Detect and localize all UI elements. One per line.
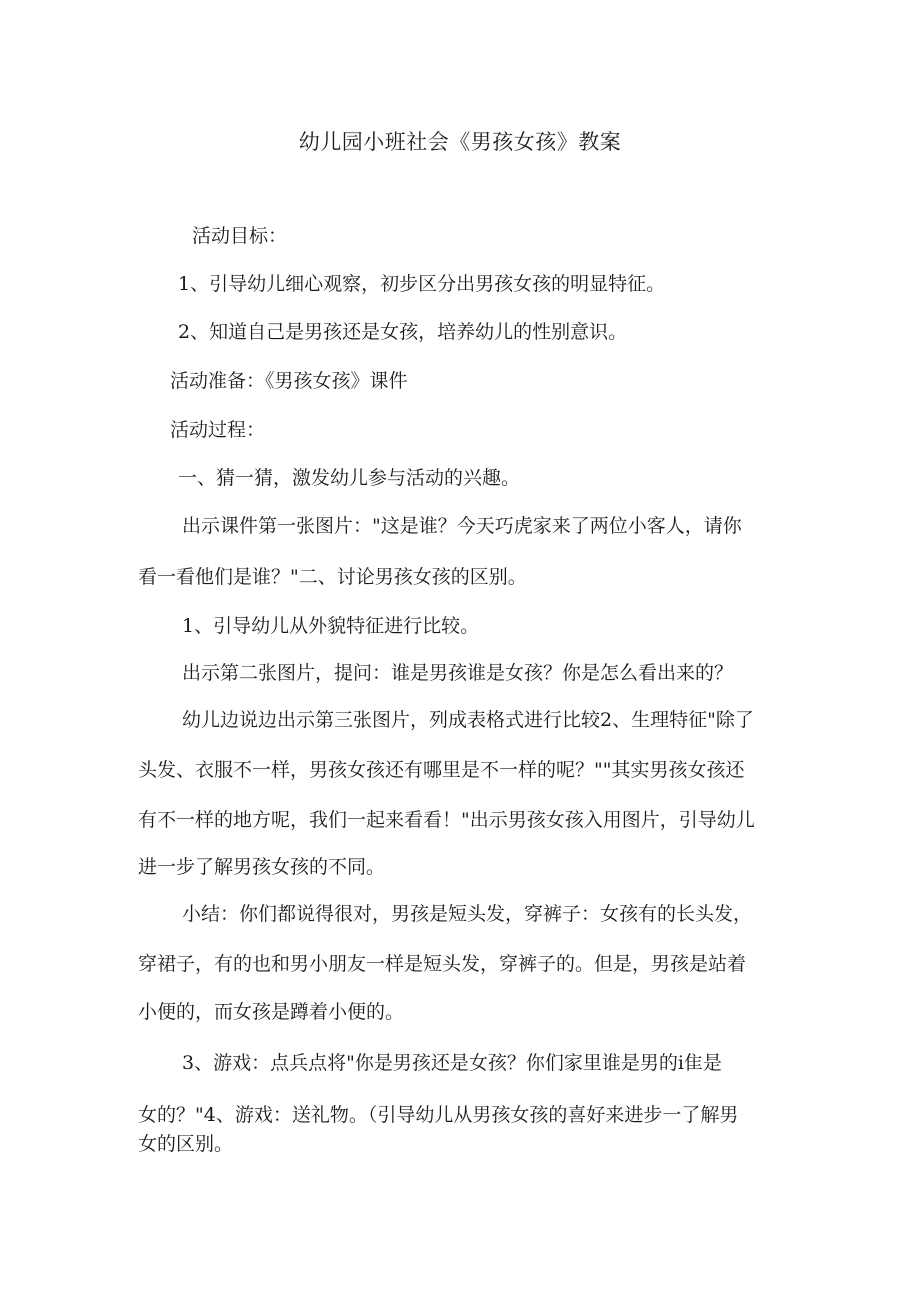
summary-line-2: 穿裙子，有的也和男小朋友一样是短头发，穿裤子的。但是，男孩是站着 [138,953,747,975]
step-2-2-line-1: 幼儿边说边出示第三张图片，列成表格式进行比较2、生理特征"除了 [182,709,754,731]
step-3-line-1: 3、游戏：点兵点将"你是男孩还是女孩？你们家里谁是男的i隹是 [182,1052,722,1074]
step-2-2-line-4: 进一步了解男孩女孩的不同。 [138,856,386,878]
step-1-heading: 一、猜一猜，激发幼儿参与活动的兴趣。 [178,467,521,489]
step-2-1-text: 出示第二张图片，提问：谁是男孩谁是女孩？你是怎么看出来的？ [182,662,734,684]
step-3-line-3: 女的区别。 [138,1133,234,1155]
step-2-2-line-2: 头发、衣服不一样，男孩女孩还有哪里是不一样的呢？""其实男孩女孩还 [138,759,745,781]
goal-2: 2、知道自己是男孩还是女孩，培养幼儿的性别意识。 [178,321,628,343]
goal-1: 1、引导幼儿细心观察，初步区分出男孩女孩的明显特征。 [178,273,666,295]
step-2-1-heading: 1、引导幼儿从外貌特征进行比较。 [182,615,480,637]
document-title: 幼儿园小班社会《男孩女孩》教案 [298,130,622,154]
step-1-text-line-2: 看一看他们是谁？"二、讨论男孩女孩的区别。 [138,566,527,588]
goals-heading: 活动目标： [192,225,288,247]
summary-line-3: 小便的，而女孩是蹲着小便的。 [138,1001,405,1023]
step-1-text-line-1: 出示课件第一张图片："这是谁？今天巧虎家来了两位小客人，请你 [182,515,742,537]
process-heading: 活动过程： [170,419,266,441]
step-3-line-2: 女的？"4、游戏：送礼物。（引导幼儿从男孩女孩的喜好来进步一了解男 [138,1104,739,1126]
summary-line-1: 小结：你们都说得很对，男孩是短头发，穿裤子：女孩有的长头发， [182,903,753,925]
step-2-2-line-3: 有不一样的地方呢，我们一起来看看！"出示男孩女孩入用图片，引导幼儿 [138,809,755,831]
preparation: 活动准备：《男孩女孩》课件 [170,370,408,392]
